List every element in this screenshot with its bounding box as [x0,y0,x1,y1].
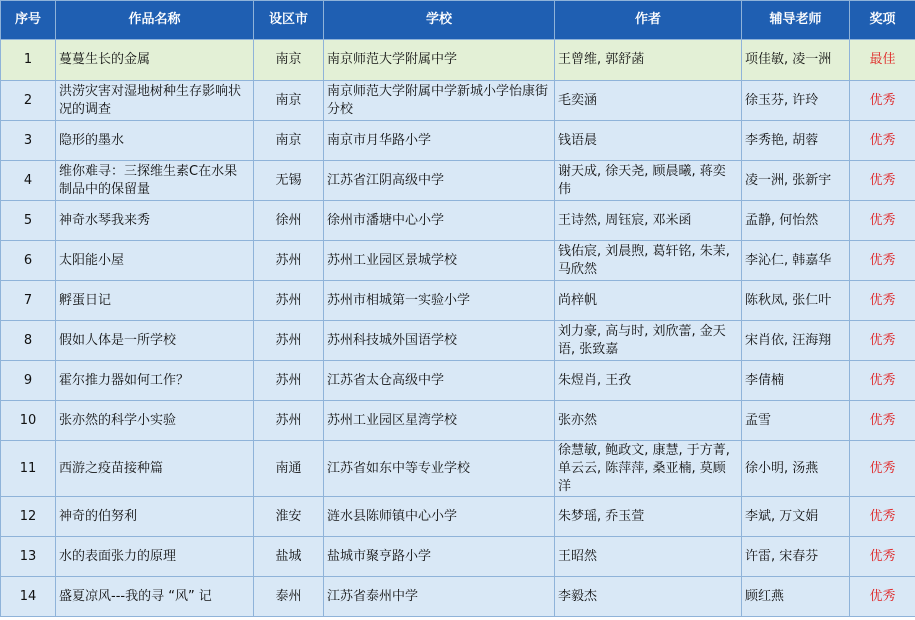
table-row [1,537,915,577]
cell-award: 优秀 [850,281,915,321]
cell-city: 苏州 [254,401,324,441]
cell-award: 优秀 [850,577,915,617]
cell-teachers: 顾红燕 [742,577,850,617]
cell-city: 南京 [254,81,324,121]
cell-city: 泰州 [254,577,324,617]
cell-title: 神奇水琴我来秀 [56,201,254,241]
cell-teachers: 李秀艳, 胡蓉 [742,121,850,161]
cell-no: 7 [1,281,56,321]
table-row [1,161,915,201]
cell-title: 盛夏凉风---我的寻 “风” 记 [56,577,254,617]
cell-authors: 徐慧敏, 鲍政文, 康慧, 于方菁, 单云云, 陈萍萍, 桑亚楠, 莫顾洋 [555,441,742,497]
table-row [1,497,915,537]
cell-title: 水的表面张力的原理 [56,537,254,577]
cell-teachers: 项佳敏, 凌一洲 [742,40,850,81]
cell-teachers: 李倩楠 [742,361,850,401]
header-no: 序号 [1,1,56,40]
cell-school: 南京市月华路小学 [324,121,555,161]
cell-no: 6 [1,241,56,281]
cell-teachers: 徐玉芬, 许玲 [742,81,850,121]
cell-award: 最佳 [850,40,915,81]
cell-title: 洪涝灾害对湿地树种生存影响状况的调查 [56,81,254,121]
cell-city: 南京 [254,40,324,81]
cell-no: 1 [1,40,56,81]
cell-teachers: 李斌, 万文娟 [742,497,850,537]
cell-authors: 张亦然 [555,401,742,441]
cell-award: 优秀 [850,401,915,441]
cell-city: 南通 [254,441,324,497]
cell-title: 隐形的墨水 [56,121,254,161]
cell-teachers: 陈秋凤, 张仁叶 [742,281,850,321]
cell-city: 苏州 [254,241,324,281]
cell-award: 优秀 [850,361,915,401]
table-row [1,40,915,81]
cell-school: 江苏省泰州中学 [324,577,555,617]
cell-teachers: 许雷, 宋春芬 [742,537,850,577]
cell-school: 盐城市聚亨路小学 [324,537,555,577]
cell-teachers: 凌一洲, 张新宇 [742,161,850,201]
header-title: 作品名称 [56,1,254,40]
table-row [1,401,915,441]
cell-city: 淮安 [254,497,324,537]
cell-school: 南京师范大学附属中学新城小学怡康街分校 [324,81,555,121]
cell-title: 西游之疫苗接种篇 [56,441,254,497]
cell-city: 盐城 [254,537,324,577]
cell-school: 涟水县陈师镇中心小学 [324,497,555,537]
cell-city: 无锡 [254,161,324,201]
cell-award: 优秀 [850,201,915,241]
cell-authors: 李毅杰 [555,577,742,617]
cell-no: 11 [1,441,56,497]
cell-city: 南京 [254,121,324,161]
cell-authors: 钱语晨 [555,121,742,161]
header-school: 学校 [324,1,555,40]
cell-teachers: 孟静, 何怡然 [742,201,850,241]
table-row [1,441,915,497]
cell-title: 孵蛋日记 [56,281,254,321]
cell-school: 苏州科技城外国语学校 [324,321,555,361]
cell-school: 徐州市潘塘中心小学 [324,201,555,241]
cell-teachers: 李沁仁, 韩嘉华 [742,241,850,281]
header-row [1,1,915,40]
header-city: 设区市 [254,1,324,40]
cell-award: 优秀 [850,161,915,201]
cell-no: 3 [1,121,56,161]
table-row [1,121,915,161]
cell-no: 13 [1,537,56,577]
header-authors: 作者 [555,1,742,40]
cell-authors: 朱梦瑶, 乔玉萱 [555,497,742,537]
cell-school: 江苏省如东中等专业学校 [324,441,555,497]
cell-school: 江苏省太仓高级中学 [324,361,555,401]
cell-teachers: 宋肖依, 汪海翔 [742,321,850,361]
cell-school: 苏州工业园区景城学校 [324,241,555,281]
cell-award: 优秀 [850,121,915,161]
table-row [1,281,915,321]
cell-title: 假如人体是一所学校 [56,321,254,361]
cell-no: 12 [1,497,56,537]
cell-no: 4 [1,161,56,201]
cell-title: 维你难寻：三探维生素C在水果制品中的保留量 [56,161,254,201]
table-row [1,577,915,617]
cell-school: 江苏省江阴高级中学 [324,161,555,201]
cell-no: 5 [1,201,56,241]
cell-authors: 王诗然, 周钰宸, 邓米函 [555,201,742,241]
cell-authors: 谢天成, 徐天尧, 顾晨曦, 蒋奕伟 [555,161,742,201]
table-row [1,201,915,241]
cell-city: 苏州 [254,361,324,401]
cell-award: 优秀 [850,497,915,537]
cell-award: 优秀 [850,241,915,281]
cell-teachers: 徐小明, 汤燕 [742,441,850,497]
cell-school: 苏州工业园区星湾学校 [324,401,555,441]
cell-title: 霍尔推力器如何工作？ [56,361,254,401]
cell-authors: 刘力豪, 高与时, 刘欣蕾, 金天语, 张致嘉 [555,321,742,361]
cell-teachers: 孟雪 [742,401,850,441]
header-award: 奖项 [850,1,915,40]
cell-award: 优秀 [850,537,915,577]
cell-award: 优秀 [850,441,915,497]
table-row [1,241,915,281]
cell-no: 9 [1,361,56,401]
table-row [1,361,915,401]
cell-title: 蔓蔓生长的金属 [56,40,254,81]
cell-award: 优秀 [850,81,915,121]
cell-no: 14 [1,577,56,617]
cell-city: 徐州 [254,201,324,241]
cell-title: 神奇的伯努利 [56,497,254,537]
cell-authors: 朱煜肖, 王孜 [555,361,742,401]
table-row [1,321,915,361]
cell-city: 苏州 [254,281,324,321]
cell-school: 苏州市相城第一实验小学 [324,281,555,321]
cell-authors: 毛奕涵 [555,81,742,121]
cell-authors: 王昭然 [555,537,742,577]
cell-authors: 钱佑宸, 刘晨煦, 葛轩铭, 朱茉, 马欣然 [555,241,742,281]
cell-title: 太阳能小屋 [56,241,254,281]
cell-authors: 尚梓帆 [555,281,742,321]
cell-school: 南京师范大学附属中学 [324,40,555,81]
cell-title: 张亦然的科学小实验 [56,401,254,441]
table-row [1,81,915,121]
cell-no: 10 [1,401,56,441]
cell-award: 优秀 [850,321,915,361]
cell-no: 2 [1,81,56,121]
cell-authors: 王曾维, 郭舒菡 [555,40,742,81]
cell-no: 8 [1,321,56,361]
cell-city: 苏州 [254,321,324,361]
header-teachers: 辅导老师 [742,1,850,40]
